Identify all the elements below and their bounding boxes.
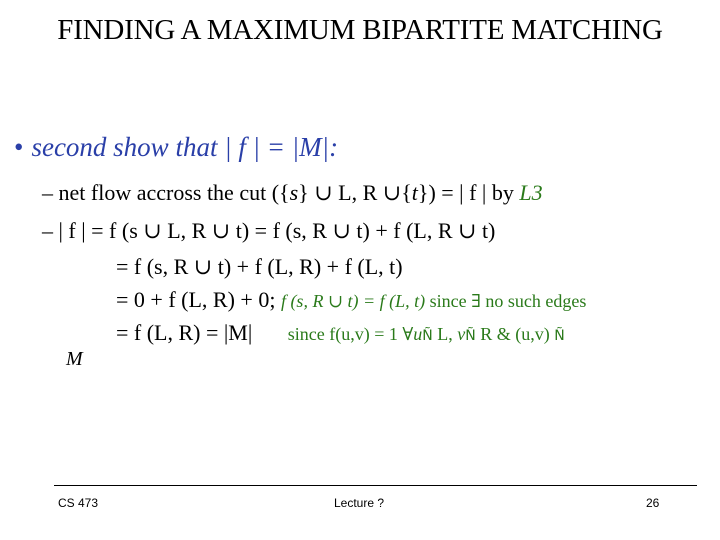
cut-flow-lead: – net flow accross the cut ({	[42, 180, 290, 205]
matching-size-equation: = f (L, R) = |M|	[116, 320, 253, 345]
line-flow-expansion: – | f | = f (s ∪ L, R ∪ t) = f (s, R ∪ t) + f (L, R ∪ t)	[42, 218, 496, 243]
zero-terms-note-text: since ∃ no such edges	[425, 291, 587, 311]
bullet-marker: •	[14, 132, 24, 162]
note-v: v	[457, 324, 466, 344]
cut-flow-s: s	[289, 180, 299, 205]
zero-terms-equation: = 0 + f (L, R) + 0;	[116, 287, 276, 312]
element-of-glyph-3: Ñ	[554, 328, 565, 344]
note-since-text: since f(u,v) = 1 ∀	[287, 324, 414, 344]
line-zero-terms	[116, 287, 586, 313]
note-l-text: L,	[432, 324, 458, 344]
bullet-text: second show that | f | = |M|:	[31, 132, 339, 162]
footer-course: CS 473	[58, 496, 99, 510]
element-of-glyph-1: Ñ	[422, 328, 433, 344]
footer-page-number: 26	[646, 496, 660, 510]
line-cut-flow	[42, 180, 543, 206]
footer-lecture: Lecture ?	[334, 496, 385, 510]
zero-terms-note-math: f (s, R ∪ t) = f (L, t)	[280, 291, 426, 311]
matching-size-note	[288, 324, 565, 344]
note-r-text: R & (u,v)	[475, 324, 555, 344]
bullet-line	[14, 132, 338, 163]
line-matching-size	[116, 320, 565, 346]
cut-flow-tail: }) = | f | by	[417, 180, 520, 205]
cut-flow-mid: } ∪ L, R ∪{	[298, 180, 412, 205]
note-u: u	[413, 324, 423, 344]
lemma-reference: L3	[519, 180, 543, 205]
footer-divider	[54, 485, 697, 486]
line-flow-split: = f (s, R ∪ t) + f (L, R) + f (L, t)	[116, 254, 403, 279]
element-of-glyph-2: Ñ	[465, 328, 476, 344]
cut-flow-t: t	[411, 180, 418, 205]
matching-label: M	[66, 348, 83, 370]
slide-title: FINDING A MAXIMUM BIPARTITE MATCHING	[57, 14, 663, 46]
